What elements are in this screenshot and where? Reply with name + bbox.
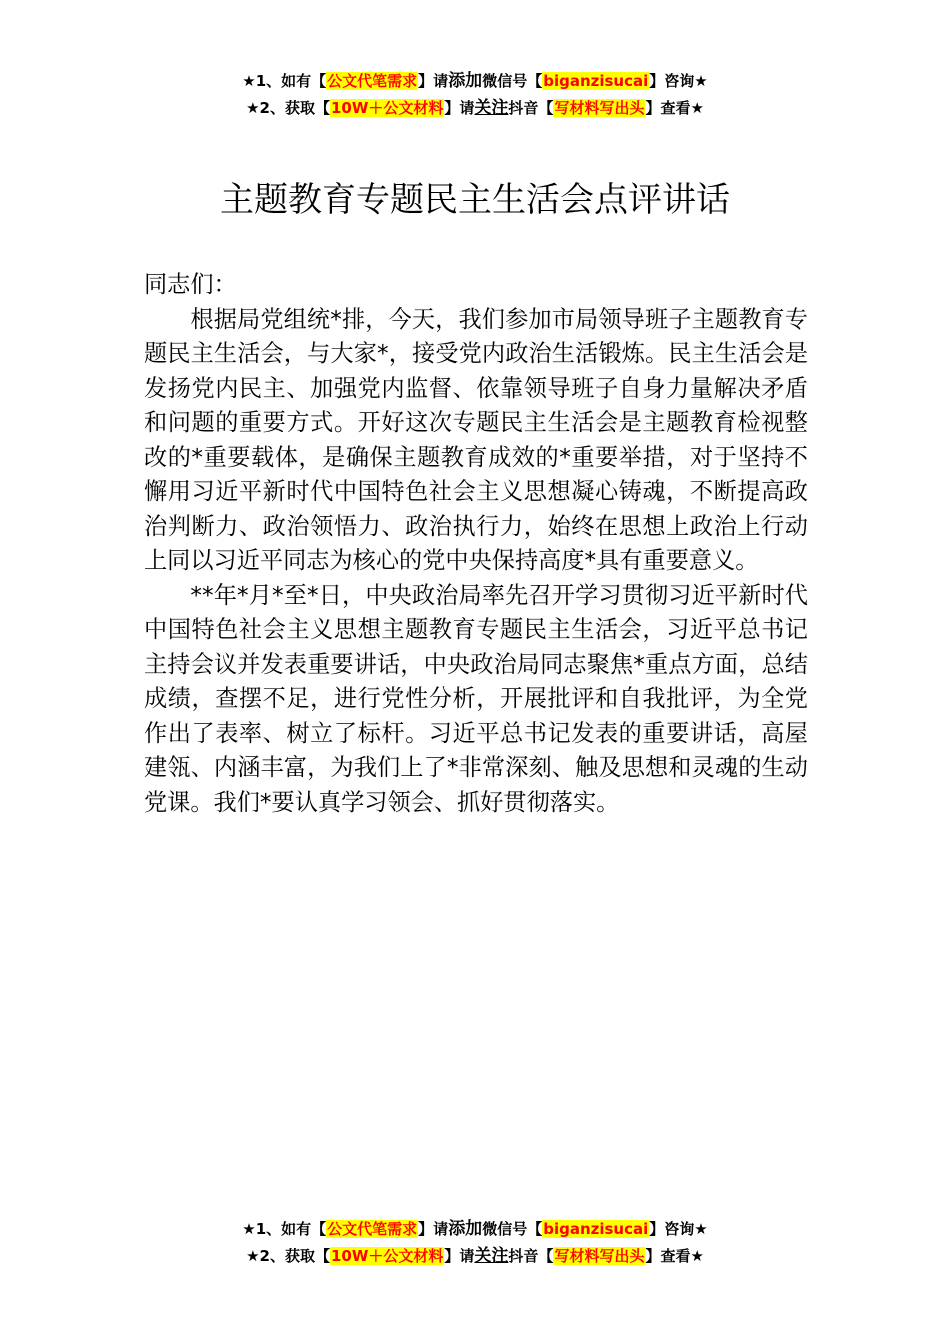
banner-text: ★1、如有【: [242, 1220, 327, 1238]
banner-highlight-wechat-id: biganzisucai: [543, 72, 649, 90]
banner-text: 】咨询★: [649, 72, 708, 90]
banner-text: ★2、获取【: [246, 99, 330, 117]
header-banner: [0, 68, 950, 122]
banner-highlight-wechat-id: biganzisucai: [543, 1220, 649, 1238]
banner-text: 】请: [418, 72, 449, 90]
banner-text: 】咨询★: [649, 1220, 708, 1238]
banner-line-1: [0, 68, 950, 95]
banner-highlight-douyin-id: 写材料写出头: [554, 99, 645, 117]
banner-highlight-service: 公文代笔需求: [327, 1220, 418, 1238]
banner-highlight-materials: 10W＋公文材料: [330, 1247, 444, 1265]
banner-text: 】查看★: [645, 99, 704, 117]
banner-text: 】查看★: [645, 1247, 704, 1265]
banner-text: ★2、获取【: [246, 1247, 330, 1265]
banner-emphasis: 关注: [474, 1246, 509, 1266]
banner-emphasis: 添加: [448, 71, 483, 91]
body-paragraph: 根据局党组统*排，今天，我们参加市局领导班子主题教育专题民主生活会，与大家*，接受党内政治生活锻炼。民主生活会是发扬党内民主、加强党内监督、依靠领导班子自身力量解决矛盾和问题的重要方式。开好这次专题民主生活会是主题教育检视整改的*重要载体，是确保主题教育成效的*重要举措，对于坚持不懈用习近平新时代中国特色社会主义思想凝心铸魂，不断提高政治判断力、政治领悟力、政治执行力，始终在思想上政治上行动上同以习近平同志为核心的党中央保持高度*具有重要意义。: [144, 305, 808, 574]
banner-text: 微信号【: [482, 72, 543, 90]
banner-text: 微信号【: [482, 1220, 543, 1238]
banner-text: 】请: [444, 1247, 475, 1265]
document-title: 主题教育专题民主生活会点评讲话: [220, 180, 730, 220]
salutation: 同志们：: [144, 271, 237, 298]
banner-highlight-douyin-id: 写材料写出头: [554, 1247, 645, 1265]
banner-highlight-service: 公文代笔需求: [327, 72, 418, 90]
banner-line-2: [0, 1243, 950, 1270]
banner-text: 】请: [418, 1220, 449, 1238]
banner-text: 抖音【: [508, 1247, 554, 1265]
banner-highlight-materials: 10W＋公文材料: [330, 99, 444, 117]
banner-text: ★1、如有【: [242, 72, 327, 90]
banner-line-1: [0, 1216, 950, 1243]
banner-emphasis: 关注: [474, 98, 509, 118]
banner-text: 】请: [444, 99, 475, 117]
footer-banner: [0, 1216, 950, 1270]
banner-text: 抖音【: [508, 99, 554, 117]
body-paragraph: **年*月*至*日，中央政治局率先召开学习贯彻习近平新时代中国特色社会主义思想主题教育专题民主生活会，习近平总书记主持会议并发表重要讲话，中央政治局同志聚焦*重点方面，总结成绩，查摆不足，进行党性分析，开展批评和自我批评，为全党作出了表率、树立了标杆。习近平总书记发表的重要讲话，高屋建瓴、内涵丰富，为我们上了*非常深刻、触及思想和灵魂的生动党课。我们*要认真学习领会、抓好贯彻落实。: [144, 581, 808, 816]
banner-line-2: [0, 95, 950, 122]
banner-emphasis: 添加: [448, 1219, 483, 1239]
document-body: [144, 268, 808, 820]
